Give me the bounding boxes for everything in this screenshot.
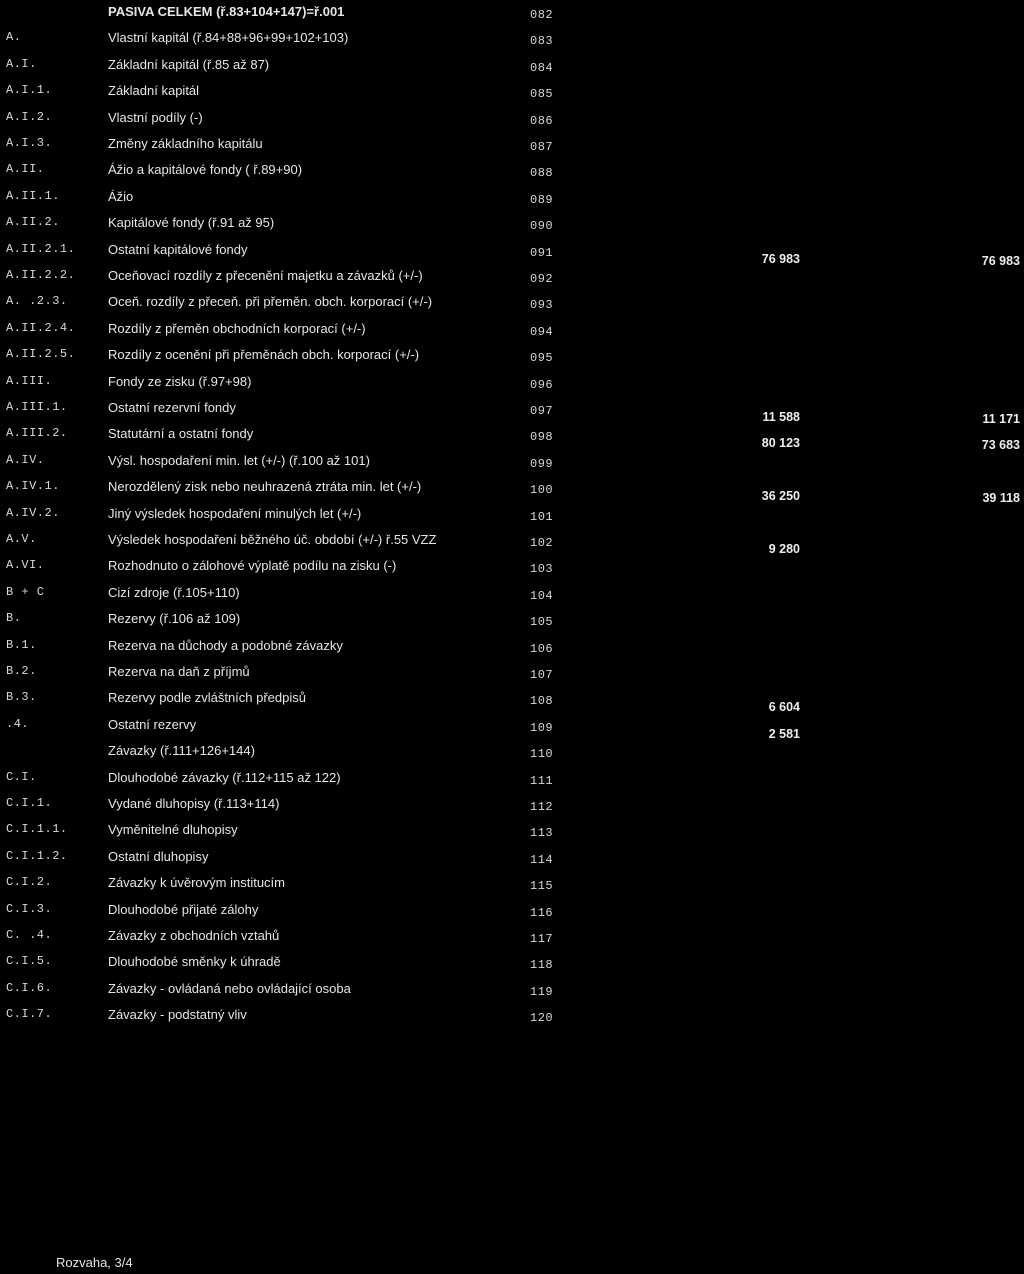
- table-row: [0, 30, 1024, 56]
- row-number: 101: [530, 509, 554, 524]
- value-current-period: 36 250: [761, 489, 800, 504]
- row-code: .4.: [6, 716, 30, 731]
- table-row: [0, 83, 1024, 109]
- row-code: C.I.1.2.: [6, 848, 68, 863]
- row-code: A.I.1.: [6, 83, 53, 98]
- table-row: [0, 453, 1024, 479]
- table-row: [0, 664, 1024, 690]
- table-row: [0, 136, 1024, 162]
- table-row: [0, 162, 1024, 188]
- row-label: Závazky z obchodních vztahů: [108, 928, 280, 943]
- row-label: Rezervy (ř.106 až 109): [108, 611, 241, 627]
- table-row: [0, 268, 1024, 294]
- value-previous-period: 39 118: [982, 491, 1020, 506]
- row-label: Výsledek hospodaření běžného úč. období (+/-) ř.55 VZZ: [108, 532, 437, 547]
- table-row: [0, 849, 1024, 875]
- table-row: [0, 57, 1024, 83]
- row-code: A.IV.1.: [6, 479, 60, 494]
- table-row: [0, 479, 1024, 505]
- table-row: [0, 294, 1024, 320]
- row-label: Rezerva na daň z příjmů: [108, 664, 250, 679]
- row-number: 107: [530, 668, 554, 682]
- row-label: Výsl. hospodaření min. let (+/-) (ř.100 až 101): [108, 452, 370, 468]
- row-number: 120: [530, 1011, 554, 1026]
- row-code: C.I.: [6, 769, 37, 784]
- table-row: [0, 215, 1024, 241]
- row-number: 110: [530, 747, 554, 762]
- row-label: Cizí zdroje (ř.105+110): [108, 584, 240, 600]
- table-row: [0, 400, 1024, 426]
- row-code: C.I.7.: [6, 1007, 53, 1022]
- row-code: B + C: [6, 584, 45, 599]
- row-label: Rozdíly z ocenění při přeměnách obch. korporací (+/-): [108, 347, 420, 363]
- row-label: Ostatní rezervní fondy: [108, 400, 236, 415]
- table-row: [0, 611, 1024, 637]
- row-code: A.IV.2.: [6, 505, 60, 520]
- row-label: Ostatní rezervy: [108, 716, 197, 732]
- row-number: 113: [530, 826, 554, 841]
- row-label: Ážio a kapitálové fondy ( ř.89+90): [108, 162, 303, 178]
- row-label: Oceň. rozdíly z přeceň. při přeměn. obch. korporací (+/-): [108, 294, 433, 310]
- row-number: 092: [530, 272, 554, 286]
- row-label: Rezervy podle zvláštních předpisů: [108, 690, 306, 706]
- table-row: [0, 506, 1024, 532]
- value-current-period: 80 123: [761, 436, 800, 451]
- table-row: [0, 875, 1024, 901]
- value-current-period: 6 604: [768, 700, 800, 715]
- row-code: A.III.: [6, 373, 53, 388]
- value-current-period: 2 581: [768, 726, 800, 741]
- row-number: 094: [530, 324, 554, 339]
- table-row: [0, 954, 1024, 980]
- row-code: C.I.3.: [6, 901, 53, 916]
- row-code: B.2.: [6, 664, 37, 678]
- row-number: 105: [530, 615, 554, 630]
- table-row: [0, 902, 1024, 928]
- row-label: Kapitálové fondy (ř.91 až 95): [108, 215, 275, 231]
- row-code: A.I.: [6, 56, 37, 71]
- table-row: [0, 690, 1024, 716]
- row-label: Závazky k úvěrovým institucím: [108, 875, 285, 891]
- row-number: 097: [530, 404, 554, 418]
- row-number: 108: [530, 694, 554, 709]
- row-number: 084: [530, 60, 554, 75]
- row-code: A.I.3.: [6, 136, 53, 150]
- table-row: [0, 189, 1024, 215]
- row-code: C.I.5.: [6, 954, 53, 969]
- table-row: [0, 242, 1024, 268]
- row-label: Závazky - podstatný vliv: [108, 1007, 247, 1023]
- row-code: C.I.1.1.: [6, 822, 68, 837]
- row-code: C. .4.: [6, 928, 53, 942]
- value-previous-period: 76 983: [981, 253, 1020, 268]
- row-number: 111: [530, 773, 554, 788]
- row-code: A.III.1.: [6, 400, 68, 414]
- row-code: A.I.2.: [6, 109, 53, 124]
- page-footer: Rozvaha, 3/4: [56, 1255, 133, 1270]
- row-code: C.I.6.: [6, 980, 53, 995]
- row-number: 098: [530, 430, 554, 445]
- row-number: 095: [530, 351, 554, 366]
- row-label: Nerozdělený zisk nebo neuhrazená ztráta min. let (+/-): [108, 479, 422, 495]
- row-number: 093: [530, 298, 554, 313]
- table-row: [0, 347, 1024, 373]
- table-row: [0, 822, 1024, 848]
- row-code: A.IV.: [6, 452, 45, 467]
- table-row: [0, 743, 1024, 769]
- row-code: A.V.: [6, 532, 37, 546]
- row-number: 090: [530, 219, 554, 234]
- table-row: [0, 796, 1024, 822]
- row-code: A.III.2.: [6, 426, 68, 441]
- table-row: [0, 321, 1024, 347]
- row-number: 082: [530, 8, 554, 22]
- row-number: 114: [530, 852, 554, 867]
- row-code: A.II.2.5.: [6, 347, 76, 362]
- row-code: A.VI.: [6, 558, 45, 573]
- value-current-period: 9 280: [768, 542, 800, 556]
- row-number: 115: [530, 879, 554, 894]
- row-code: A.II.2.2.: [6, 268, 76, 282]
- row-label: Ážio: [108, 188, 134, 204]
- row-code: B.1.: [6, 637, 37, 652]
- row-number: 083: [530, 34, 554, 49]
- value-previous-period: 11 171: [982, 412, 1020, 426]
- table-row: [0, 981, 1024, 1007]
- row-label: Rozdíly z přeměn obchodních korporací (+/-): [108, 320, 366, 336]
- row-label: PASIVA CELKEM (ř.83+104+147)=ř.001: [108, 4, 345, 19]
- table-row: [0, 770, 1024, 796]
- row-code: A.II.2.: [6, 215, 60, 230]
- row-number: 085: [530, 87, 554, 102]
- row-label: Základní kapitál (ř.85 až 87): [108, 56, 270, 72]
- row-label: Ostatní dluhopisy: [108, 848, 209, 864]
- table-row: [0, 1007, 1024, 1033]
- table-row: [0, 110, 1024, 136]
- row-code: A.II.: [6, 162, 45, 177]
- table-row: [0, 928, 1024, 954]
- value-current-period: 76 983: [761, 251, 800, 266]
- row-number: 117: [530, 932, 554, 946]
- row-label: Dlouhodobé směnky k úhradě: [108, 954, 281, 970]
- row-label: Ostatní kapitálové fondy: [108, 241, 248, 257]
- row-number: 099: [530, 456, 554, 471]
- row-label: Vydané dluhopisy (ř.113+114): [108, 796, 280, 811]
- row-label: Jiný výsledek hospodaření minulých let (+/-): [108, 505, 362, 521]
- row-number: 096: [530, 377, 554, 392]
- table-row: [0, 638, 1024, 664]
- table-row: [0, 4, 1024, 30]
- row-code: A.II.2.1.: [6, 241, 76, 256]
- row-label: Fondy ze zisku (ř.97+98): [108, 373, 252, 389]
- row-label: Rozhodnuto o zálohové výplatě podílu na zisku (-): [108, 558, 397, 574]
- row-label: Vyměnitelné dluhopisy: [108, 822, 238, 838]
- row-label: Vlastní kapitál (ř.84+88+96+99+102+103): [108, 30, 349, 46]
- table-row: [0, 532, 1024, 558]
- table-row: [0, 717, 1024, 743]
- row-label: Statutární a ostatní fondy: [108, 426, 254, 442]
- row-number: 104: [530, 588, 554, 603]
- row-number: 112: [530, 800, 554, 814]
- row-label: Závazky - ovládaná nebo ovládající osoba: [108, 980, 351, 996]
- row-number: 088: [530, 166, 554, 181]
- row-code: C.I.1.: [6, 796, 53, 810]
- row-label: Rezerva na důchody a podobné závazky: [108, 637, 343, 653]
- row-label: Oceňovací rozdíly z přecenění majetku a závazků (+/-): [108, 268, 423, 283]
- row-label: Změny základního kapitálu: [108, 136, 263, 151]
- row-code: A.II.2.4.: [6, 320, 76, 335]
- row-number: 103: [530, 562, 554, 577]
- table-row: [0, 558, 1024, 584]
- table-row: [0, 374, 1024, 400]
- row-label: Dlouhodobé závazky (ř.112+115 až 122): [108, 769, 341, 785]
- row-code: A.: [6, 30, 22, 45]
- row-code: B.: [6, 611, 22, 626]
- row-code: C.I.2.: [6, 875, 53, 890]
- row-number: 091: [530, 245, 554, 260]
- row-label: Dlouhodobé přijaté zálohy: [108, 901, 259, 917]
- row-label: Základní kapitál: [108, 83, 200, 99]
- row-number: 106: [530, 641, 554, 656]
- row-code: A.II.1.: [6, 188, 60, 203]
- value-previous-period: 73 683: [981, 438, 1020, 453]
- row-number: 087: [530, 140, 554, 154]
- row-code: B.3.: [6, 690, 37, 705]
- row-number: 119: [530, 984, 554, 999]
- row-number: 118: [530, 958, 554, 973]
- value-current-period: 11 588: [762, 410, 800, 424]
- row-number: 089: [530, 192, 554, 207]
- table-row: [0, 585, 1024, 611]
- row-number: 086: [530, 113, 554, 128]
- row-label: Vlastní podíly (-): [108, 109, 203, 125]
- row-number: 102: [530, 536, 554, 550]
- row-number: 109: [530, 720, 554, 735]
- table-row: [0, 426, 1024, 452]
- row-label: Závazky (ř.111+126+144): [108, 743, 255, 759]
- row-number: 100: [530, 483, 554, 498]
- row-number: 116: [530, 905, 554, 920]
- row-code: A. .2.3.: [6, 294, 68, 309]
